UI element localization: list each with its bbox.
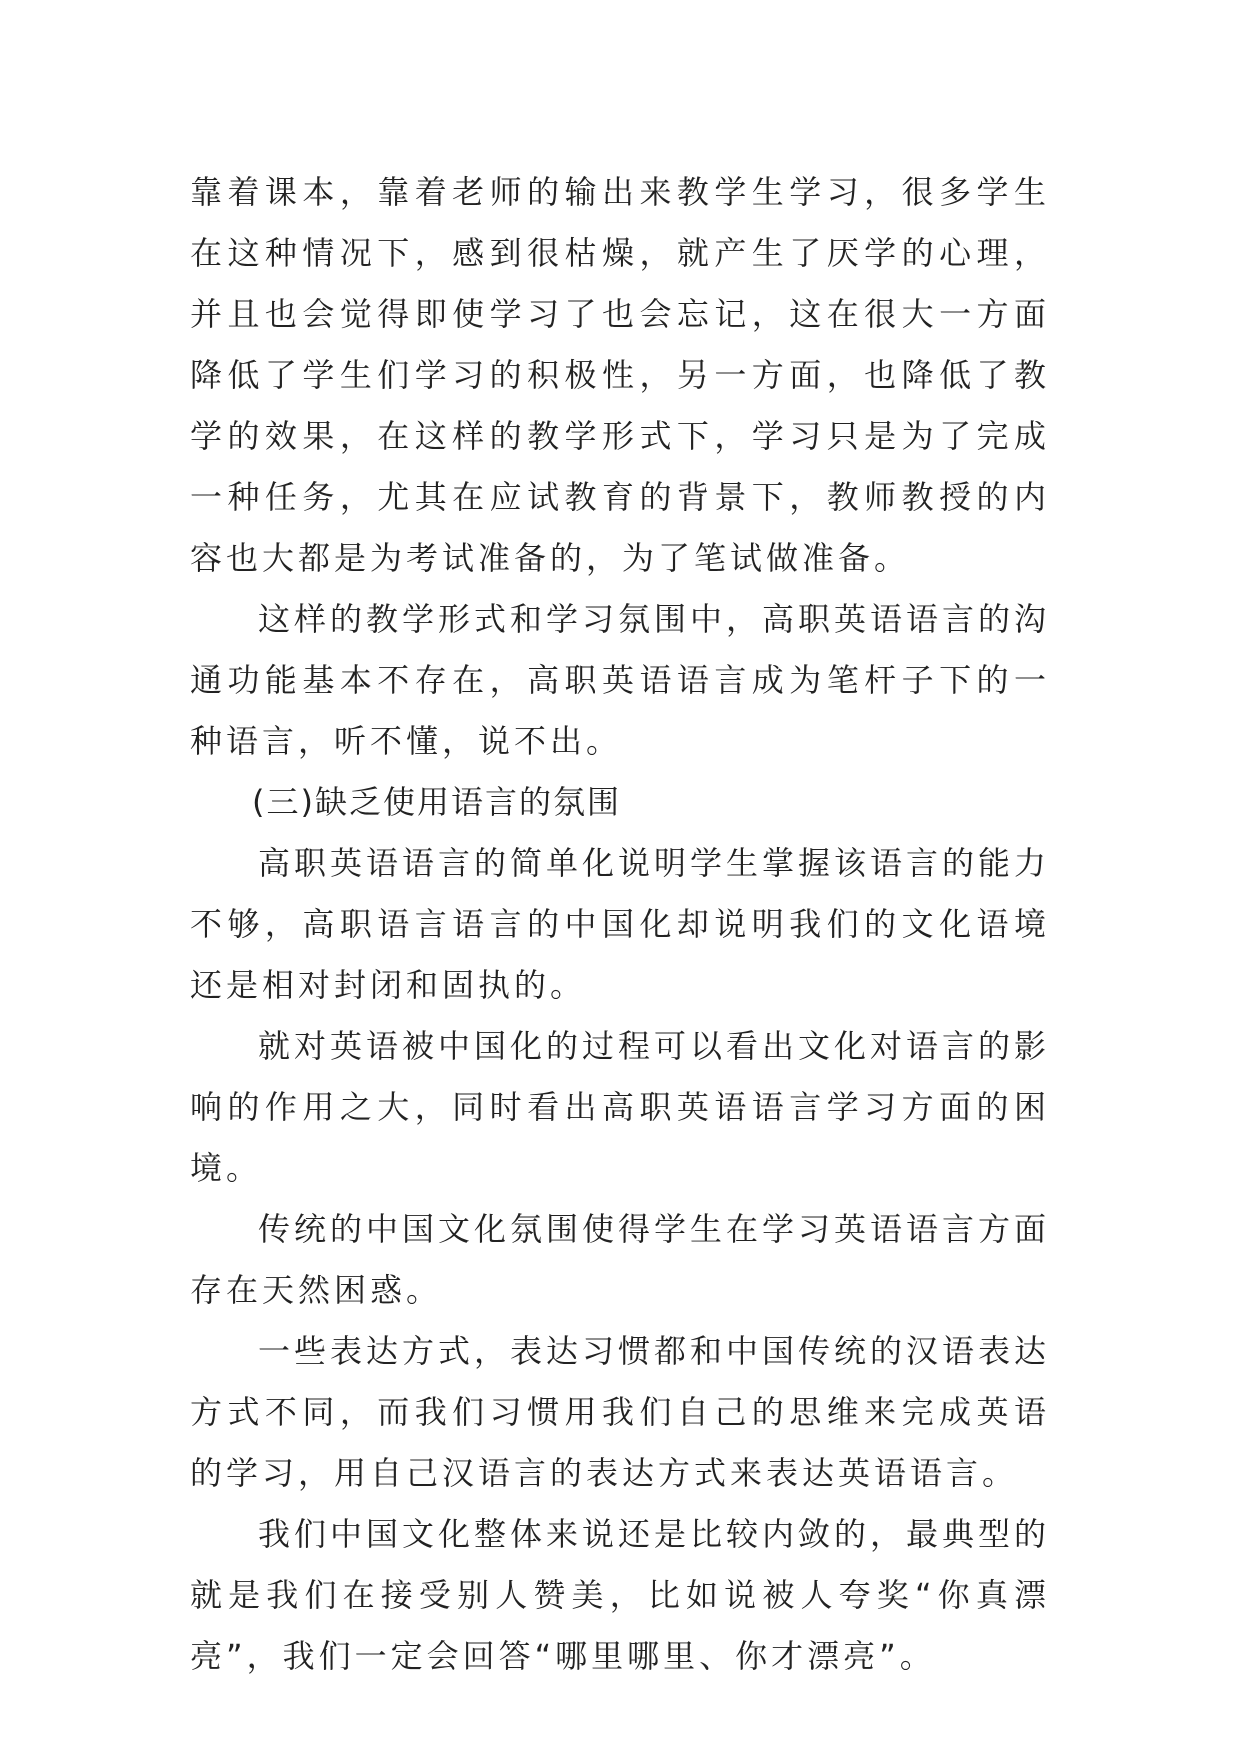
section-heading: (三)缺乏使用语言的氛围 <box>252 783 621 821</box>
paragraph: 传统的中国文化氛围使得学生在学习英语语言方面存在天然困惑。 <box>190 1210 1051 1309</box>
paragraph-continuation: 靠着课本，靠着老师的输出来教学生学习，很多学生在这种情况下，感到很枯燥，就产生了厌学的心理，并且也会觉得即使学习了也会忘记，这在很大一方面降低了学生们学习的积极性，另一方面，也降低了教学的效果，在这样的教学形式下，学习只是为了完成一种任务，尤其在应试教育的背景下，教师教授的内容也大都是为考试准备的，为了笔试做准备。 <box>190 173 1050 577</box>
paragraph: 高职英语语言的简单化说明学生掌握该语言的能力不够，高职语言语言的中国化却说明我们的文化语境还是相对封闭和固执的。 <box>190 844 1051 1004</box>
paragraph: 这样的教学形式和学习氛围中，高职英语语言的沟通功能基本不存在，高职英语语言成为笔杆子下的一种语言，听不懂，说不出。 <box>190 600 1051 760</box>
document-body <box>190 162 1050 1687</box>
paragraph: 一些表达方式，表达习惯都和中国传统的汉语表达方式不同，而我们习惯用我们自己的思维来完成英语的学习，用自己汉语言的表达方式来表达英语语言。 <box>190 1332 1051 1492</box>
paragraph: 我们中国文化整体来说还是比较内敛的，最典型的就是我们在接受别人赞美，比如说被人夸奖“你真漂亮”，我们一定会回答“哪里哪里、你才漂亮”。 <box>190 1515 1051 1675</box>
paragraph: 就对英语被中国化的过程可以看出文化对语言的影响的作用之大，同时看出高职英语语言学习方面的困境。 <box>190 1027 1051 1187</box>
